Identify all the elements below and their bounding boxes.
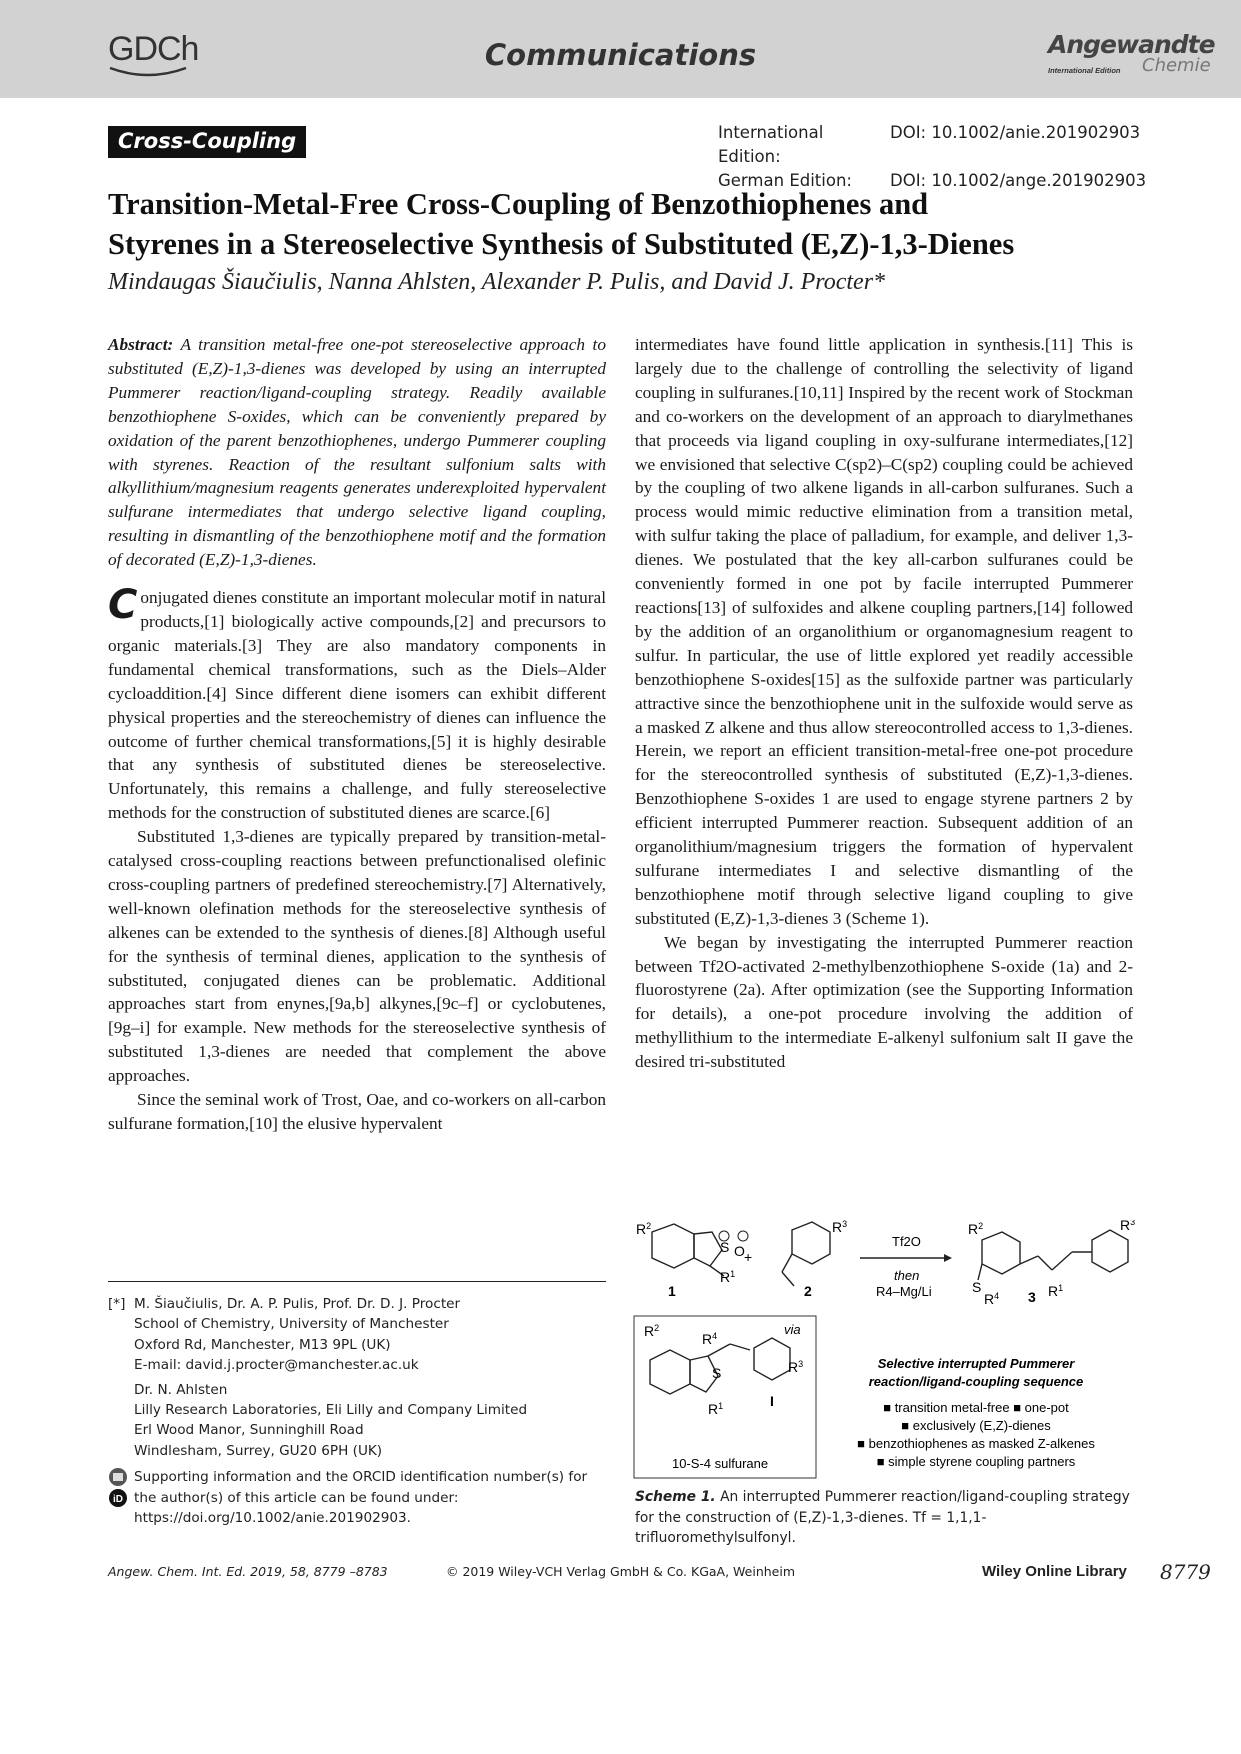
- footnote-divider: [108, 1281, 606, 1282]
- abstract: Abstract: A transition metal-free one-pot stereoselective approach to substituted (E,Z)-1,3-dienes was developed by using an interrupted Pummerer reaction/ligand-coupling strategy. Readily available benzothiophene S-oxides, which can be conveniently prepared by oxidation of the parent benzothiophenes, undergo Pummerer coupling with styrenes. Reaction of the resultant sulfonium salts with alkyllithium/magnesium reagents generates underexploited hypervalent sulfurane intermediates that undergo selective ligand coupling, resulting in dismantling of the benzothiophene motif and the formation of decorated (E,Z)-1,3-dienes.: [108, 335, 606, 570]
- svg-text:Selective interrupted Pummerer: Selective interrupted Pummerer: [877, 1356, 1075, 1371]
- benzothiophene-oxide-structure: [652, 1224, 724, 1276]
- drop-cap: C: [108, 582, 138, 629]
- svg-text:S: S: [720, 1239, 730, 1255]
- reagent-label: Tf2O: [892, 1234, 921, 1249]
- svg-text:R3: $R^3$: [832, 1220, 848, 1235]
- page-footer: [0, 1560, 1241, 1584]
- compound-label: I: [770, 1393, 774, 1409]
- affiliation-footnote: [*] M. Šiaučiulis, Dr. A. P. Pulis, Prof. Dr. D. J. Procter School of Chemistry, University of Manchester Oxford Rd, Manchester, M13 9PL (UK) E-mail: david.j.procter@manchester.ac.uk Dr. N. Ahlsten Lilly Research Laboratories, Eli Lilly and Company Limited Erl Wood Manor, Sunninghill Road Windlesham, Surrey, GU20 6PH (UK) iD Supporting information and the ORCID identification number(s) for the author(s) of this article can be found under: https://doi.org/10.1002/anie.201902903.: [108, 1294, 613, 1528]
- sulfurane-label: 10-S-4 sulfurane: [672, 1456, 769, 1471]
- category-badge: Cross-Coupling: [108, 126, 306, 158]
- svg-text:R2: $R^2$: [968, 1221, 984, 1237]
- doi-label: International Edition:: [718, 123, 824, 166]
- article-title: Transition-Metal-Free Cross-Coupling of Benzothiophenes and Styrenes in a Stereoselective Synthesis of Substituted (E,Z)-1,3-Dienes: [108, 187, 1015, 261]
- gdch-logo: GDCh: [108, 30, 199, 68]
- svg-text:R3: $R^3$: [788, 1359, 804, 1375]
- svg-text:R2: $R^2$: [636, 1221, 652, 1237]
- compound-label: 2: [804, 1283, 812, 1299]
- styrene-structure: [782, 1222, 830, 1286]
- reagent-label: R4–Mg/Li: [876, 1284, 932, 1299]
- svg-text:R4: $R^4$: [702, 1331, 718, 1347]
- svg-text:R2: $R^2$: [644, 1323, 660, 1339]
- body-paragraph: Conjugated dienes constitute an important molecular motif in natural products,[1] biologically active compounds,[2] and precursors to organic materials.[3] They are also mandatory components in fundamental chemical transformations, such as the Diels–Alder cycloaddition.[4] Since different diene isomers can exhibit different physical properties and the stereochemistry of dienes can influence the outcome of further chemical transformations,[5] it is highly desirable that any synthesis of substituted dienes be stereoselective. Unfortunately, this remains a challenge, and fully stereoselective methods for the construction of substituted dienes are scarce.[6]: [108, 582, 606, 823]
- doi-label: German Edition:: [718, 171, 852, 190]
- intermediate-box: [634, 1316, 816, 1478]
- caption-label: Scheme 1.: [635, 1489, 716, 1505]
- svg-text:R1: $R^1$: [708, 1401, 724, 1417]
- svg-text:iD: iD: [113, 1494, 123, 1506]
- right-column: [635, 333, 1133, 1074]
- scheme-caption: Scheme 1. An interrupted Pummerer reaction/ligand-coupling strategy for the construction of (E,Z)-1,3-dienes. Tf = 1,1,1-trifluoromethylsulfonyl.: [635, 1489, 1130, 1546]
- svg-text:+: +: [744, 1249, 753, 1265]
- compound-label: 3: [1028, 1289, 1036, 1305]
- doi-block: [718, 121, 1146, 193]
- svg-text:via: via: [784, 1322, 801, 1337]
- compound-label: 1: [668, 1283, 676, 1299]
- page-header: [0, 0, 1241, 98]
- footnote-marker: [*]: [108, 1296, 126, 1312]
- page-number: 8779: [1160, 1560, 1211, 1584]
- svg-text:S: S: [972, 1279, 982, 1295]
- svg-text:then: then: [894, 1268, 920, 1283]
- email-link[interactable]: E-mail: david.j.procter@manchester.ac.uk: [134, 1357, 419, 1374]
- body-paragraph: Substituted 1,3-dienes are typically prepared by transition-metal-catalysed cross-coupling reactions between prefunctionalised olefinic cross-coupling partners of predefined stereochemistry.[7] Alternatively, well-known olefination methods for the stereoselective synthesis of alkenes can be extended to the synthesis of dienes.[8] Although useful for the synthesis of terminal dienes, application to the synthesis of substituted, conjugated dienes can be problematic. Additional approaches start from enynes,[9a,b] alkynes,[9c–f] or cyclobutenes,[9g–i] for example. New methods for the stereoselective synthesis of substituted 1,3-dienes are needed that complement the above approaches.: [108, 827, 606, 1086]
- feature-bullet: ■ simple styrene coupling partners: [876, 1454, 1076, 1469]
- journal-edition: International Edition: [1048, 66, 1121, 75]
- svg-text:R1: $R^1$: [1048, 1283, 1064, 1299]
- svg-text:R3: $R^3$: [1120, 1220, 1136, 1233]
- wiley-library-link[interactable]: Wiley Online Library: [982, 1563, 1127, 1580]
- citation: Angew. Chem. Int. Ed. 2019, 58, 8779 –8783: [108, 1564, 388, 1579]
- svg-text:reaction/ligand-coupling seque: reaction/ligand-coupling sequence: [868, 1374, 1084, 1389]
- feature-bullet: ■ exclusively (E,Z)-dienes: [901, 1418, 1051, 1433]
- doi-link[interactable]: DOI: 10.1002/ange.201902903: [890, 171, 1147, 190]
- diene-product-structure: [978, 1230, 1128, 1280]
- journal-logo-sub: Chemie: [1142, 55, 1211, 76]
- feature-bullet: ■ benzothiophenes as masked Z-alkenes: [857, 1436, 1095, 1451]
- svg-text:R4: $R^4$: [984, 1291, 1000, 1307]
- body-paragraph: Since the seminal work of Trost, Oae, and co-workers on all-carbon sulfurane formation,[10] the elusive hypervalent: [108, 1090, 606, 1133]
- body-paragraph: We began by investigating the interrupted Pummerer reaction between Tf2O-activated 2-methylbenzothiophene S-oxide (1a) and 2-fluorostyrene (2a). After optimization (see the Supporting Information for details), a one-pot procedure involving the addition of methyllithium to the intermediate E-alkenyl sulfonium salt II gave the desired tri-substituted: [635, 932, 1133, 1072]
- doi-link[interactable]: https://doi.org/10.1002/anie.201902903.: [134, 1510, 412, 1527]
- section-title: Communications: [484, 38, 757, 72]
- doi-link[interactable]: DOI: 10.1002/anie.201902903: [890, 123, 1141, 142]
- orcid-icon[interactable]: [109, 1489, 127, 1507]
- copyright: © 2019 Wiley-VCH Verlag GmbH & Co. KGaA, Weinheim: [445, 1564, 796, 1579]
- svg-text:O: O: [734, 1243, 745, 1259]
- authors: Mindaugas Šiaučiulis, Nanna Ahlsten, Alexander P. Pulis, and David J. Procter*: [108, 269, 886, 295]
- scheme-figure: [632, 1220, 1137, 1480]
- journal-logo: Angewandte: [1048, 30, 1215, 59]
- supporting-info-icon: [109, 1468, 127, 1486]
- svg-text:S: S: [712, 1365, 722, 1381]
- feature-bullet: ■ transition metal-free ■ one-pot: [883, 1400, 1069, 1415]
- left-column: [108, 333, 606, 1136]
- svg-text:R1: $R^1$: [720, 1269, 736, 1285]
- abstract-label: Abstract:: [108, 335, 174, 354]
- body-paragraph: intermediates have found little application in synthesis.[11] This is largely due to the challenge of controlling the selectivity of ligand coupling in sulfuranes.[10,11] Inspired by the recent work of Stockman and co-workers on the development of an approach to diarylmethanes that proceeds via ligand coupling in oxy-sulfurane intermediates,[12] we envisioned that selective C(sp2)–C(sp2) coupling could be achieved by the coupling of two alkene ligands in all-carbon sulfuranes. Such a process would mimic reductive elimination from a transition metal, with sulfur taking the place of palladium, for example, and deliver 1,3-dienes. We postulated that the key all-carbon sulfuranes could be conveniently formed in one pot by facile interrupted Pummerer reactions[13] of sulfoxides and alkene coupling partners,[14] followed by the addition of an organolithium or organomagnesium reagent to sulfur. In particular, the use of little explored yet readily accessible benzothiophene S-oxides[15] as the sulfoxide partner was particularly attractive since the benzothiophene unit in the sulfoxide would serve as a masked Z alkene and thus allow stereocontrolled access to 1,3-dienes. Herein, we report an efficient transition-metal-free one-pot procedure for the stereocontrolled synthesis of substituted (E,Z)-1,3-dienes. Benzothiophene S-oxides 1 are used to engage styrene partners 2 by efficient interrupted Pummerer reaction. Subsequent addition of an organolithium/magnesium triggers the formation of hypervalent sulfurane intermediates I and selective dismantling of the benzothiophene motif through selective ligand coupling to give substituted (E,Z)-1,3-dienes 3 (Scheme 1).: [635, 335, 1133, 928]
